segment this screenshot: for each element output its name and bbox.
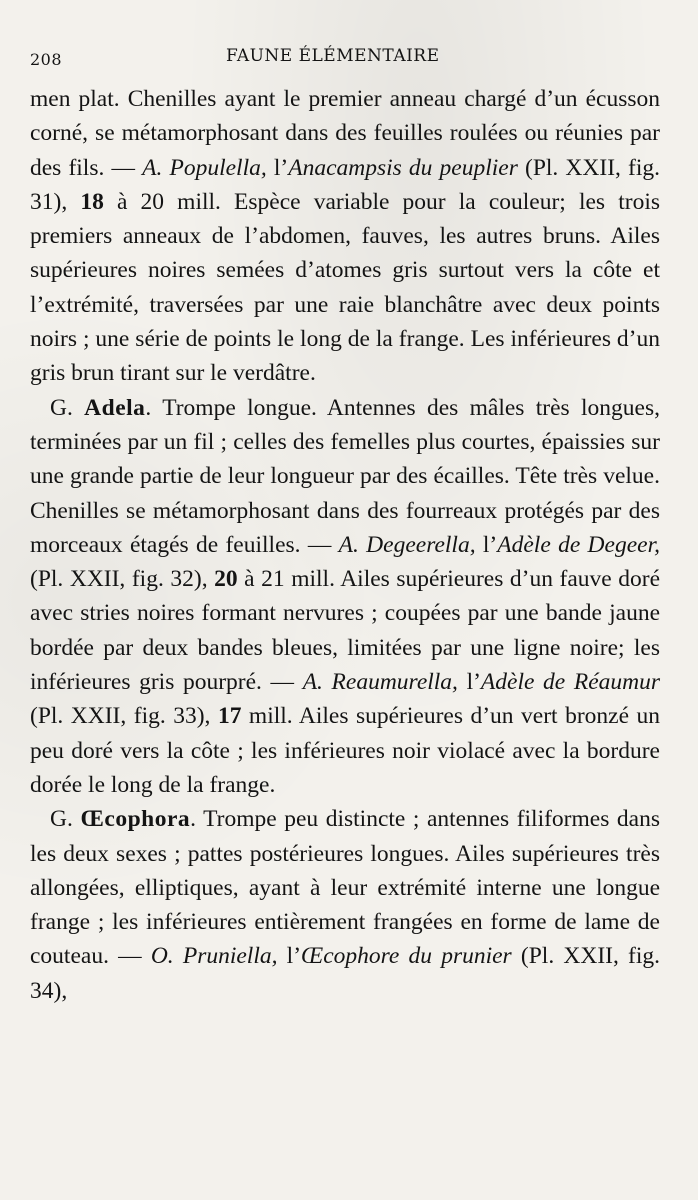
text-run: l’: [457, 669, 481, 696]
size-number: 17: [217, 703, 242, 730]
text-run: (Pl. XXII, fig. 34),: [30, 943, 661, 1004]
size-number: 20: [214, 566, 238, 593]
species-name: Œcophore du prunier: [301, 943, 512, 970]
text-run: à 21 mill. Ailes supérieures d’un fauve doré avec stries noires formant nervures ; coupées par une bande jaune bordée par deux bandes bleues, limitées par une ligne noire; les inférieures gris pourpré. —: [30, 566, 661, 696]
size-number: 18: [80, 188, 104, 215]
species-name: A. Reaumurella,: [302, 669, 458, 696]
species-name: Adèle de Degeer,: [497, 531, 660, 558]
text-run: . Trompe longue. Antennes des mâles très longues, terminées par un fil ; celles des femelles plus courtes, épaissies sur une grande partie de leur longueur par des écailles. Tête très velue. Chenilles se métamorphosant dans des fourreaux protégés par des morceaux étagés de feuilles. —: [30, 394, 660, 558]
genus-name: Adela: [84, 394, 146, 421]
body-text: [30, 82, 660, 1008]
species-name: A. Degeerella,: [338, 531, 476, 558]
species-name: Adèle de Réaumur: [480, 669, 660, 696]
text-run: (Pl. XXII, fig. 32),: [30, 566, 215, 593]
text-run: (Pl. XXII, fig. 31),: [30, 154, 661, 215]
text-run: à 20 mill. Espèce variable pour la couleur; les trois premiers anneaux de l’abdomen, fauves, les autres bruns. Ailes supérieures noires semées d’atomes gris surtout vers la côte et l’extrémité, traversées par une raie blanchâtre avec deux points noirs ; une série de points le long de la frange. Les inférieures d’un gris brun tirant sur le verdâtre.: [30, 188, 660, 387]
species-name: A. Populella,: [142, 154, 267, 181]
species-name: O. Pruniella,: [150, 943, 278, 970]
text-run: G.: [50, 806, 81, 833]
running-title: FAUNE ÉLÉMENTAIRE: [226, 46, 440, 66]
text-run: men plat. Chenilles ayant le premier anneau chargé d’un écusson corné, se métamorphosant dans des feuilles roulées ou réunies par des fils. —: [30, 86, 660, 181]
text-run: l’: [266, 154, 289, 181]
paragraph-adela: [30, 391, 660, 803]
species-name: Anacampsis du peuplier: [288, 154, 518, 181]
text-run: l’: [277, 943, 302, 970]
paragraph-anacampsis: [30, 82, 660, 391]
text-run: G.: [50, 394, 85, 421]
genus-name: Œcophora: [80, 806, 191, 833]
paragraph-oecophora: [30, 802, 660, 1008]
page-number: 208: [30, 50, 63, 69]
text-run: mill. Ailes supérieures d’un vert bronzé un peu doré vers la côte ; les inférieures noir violacé avec la bordure dorée le long de la frange.: [30, 703, 661, 798]
text-run: . Trompe peu distincte ; antennes filiformes dans les deux sexes ; pattes postérieures longues. Ailes supérieures très allongées, elliptiques, ayant à leur extrémité interne une longue frange ; les inférieures entièrement frangées en forme de lame de couteau. —: [30, 806, 660, 970]
page-header: [30, 46, 670, 70]
text-run: l’: [475, 531, 498, 558]
text-run: (Pl. XXII, fig. 33),: [30, 703, 218, 730]
